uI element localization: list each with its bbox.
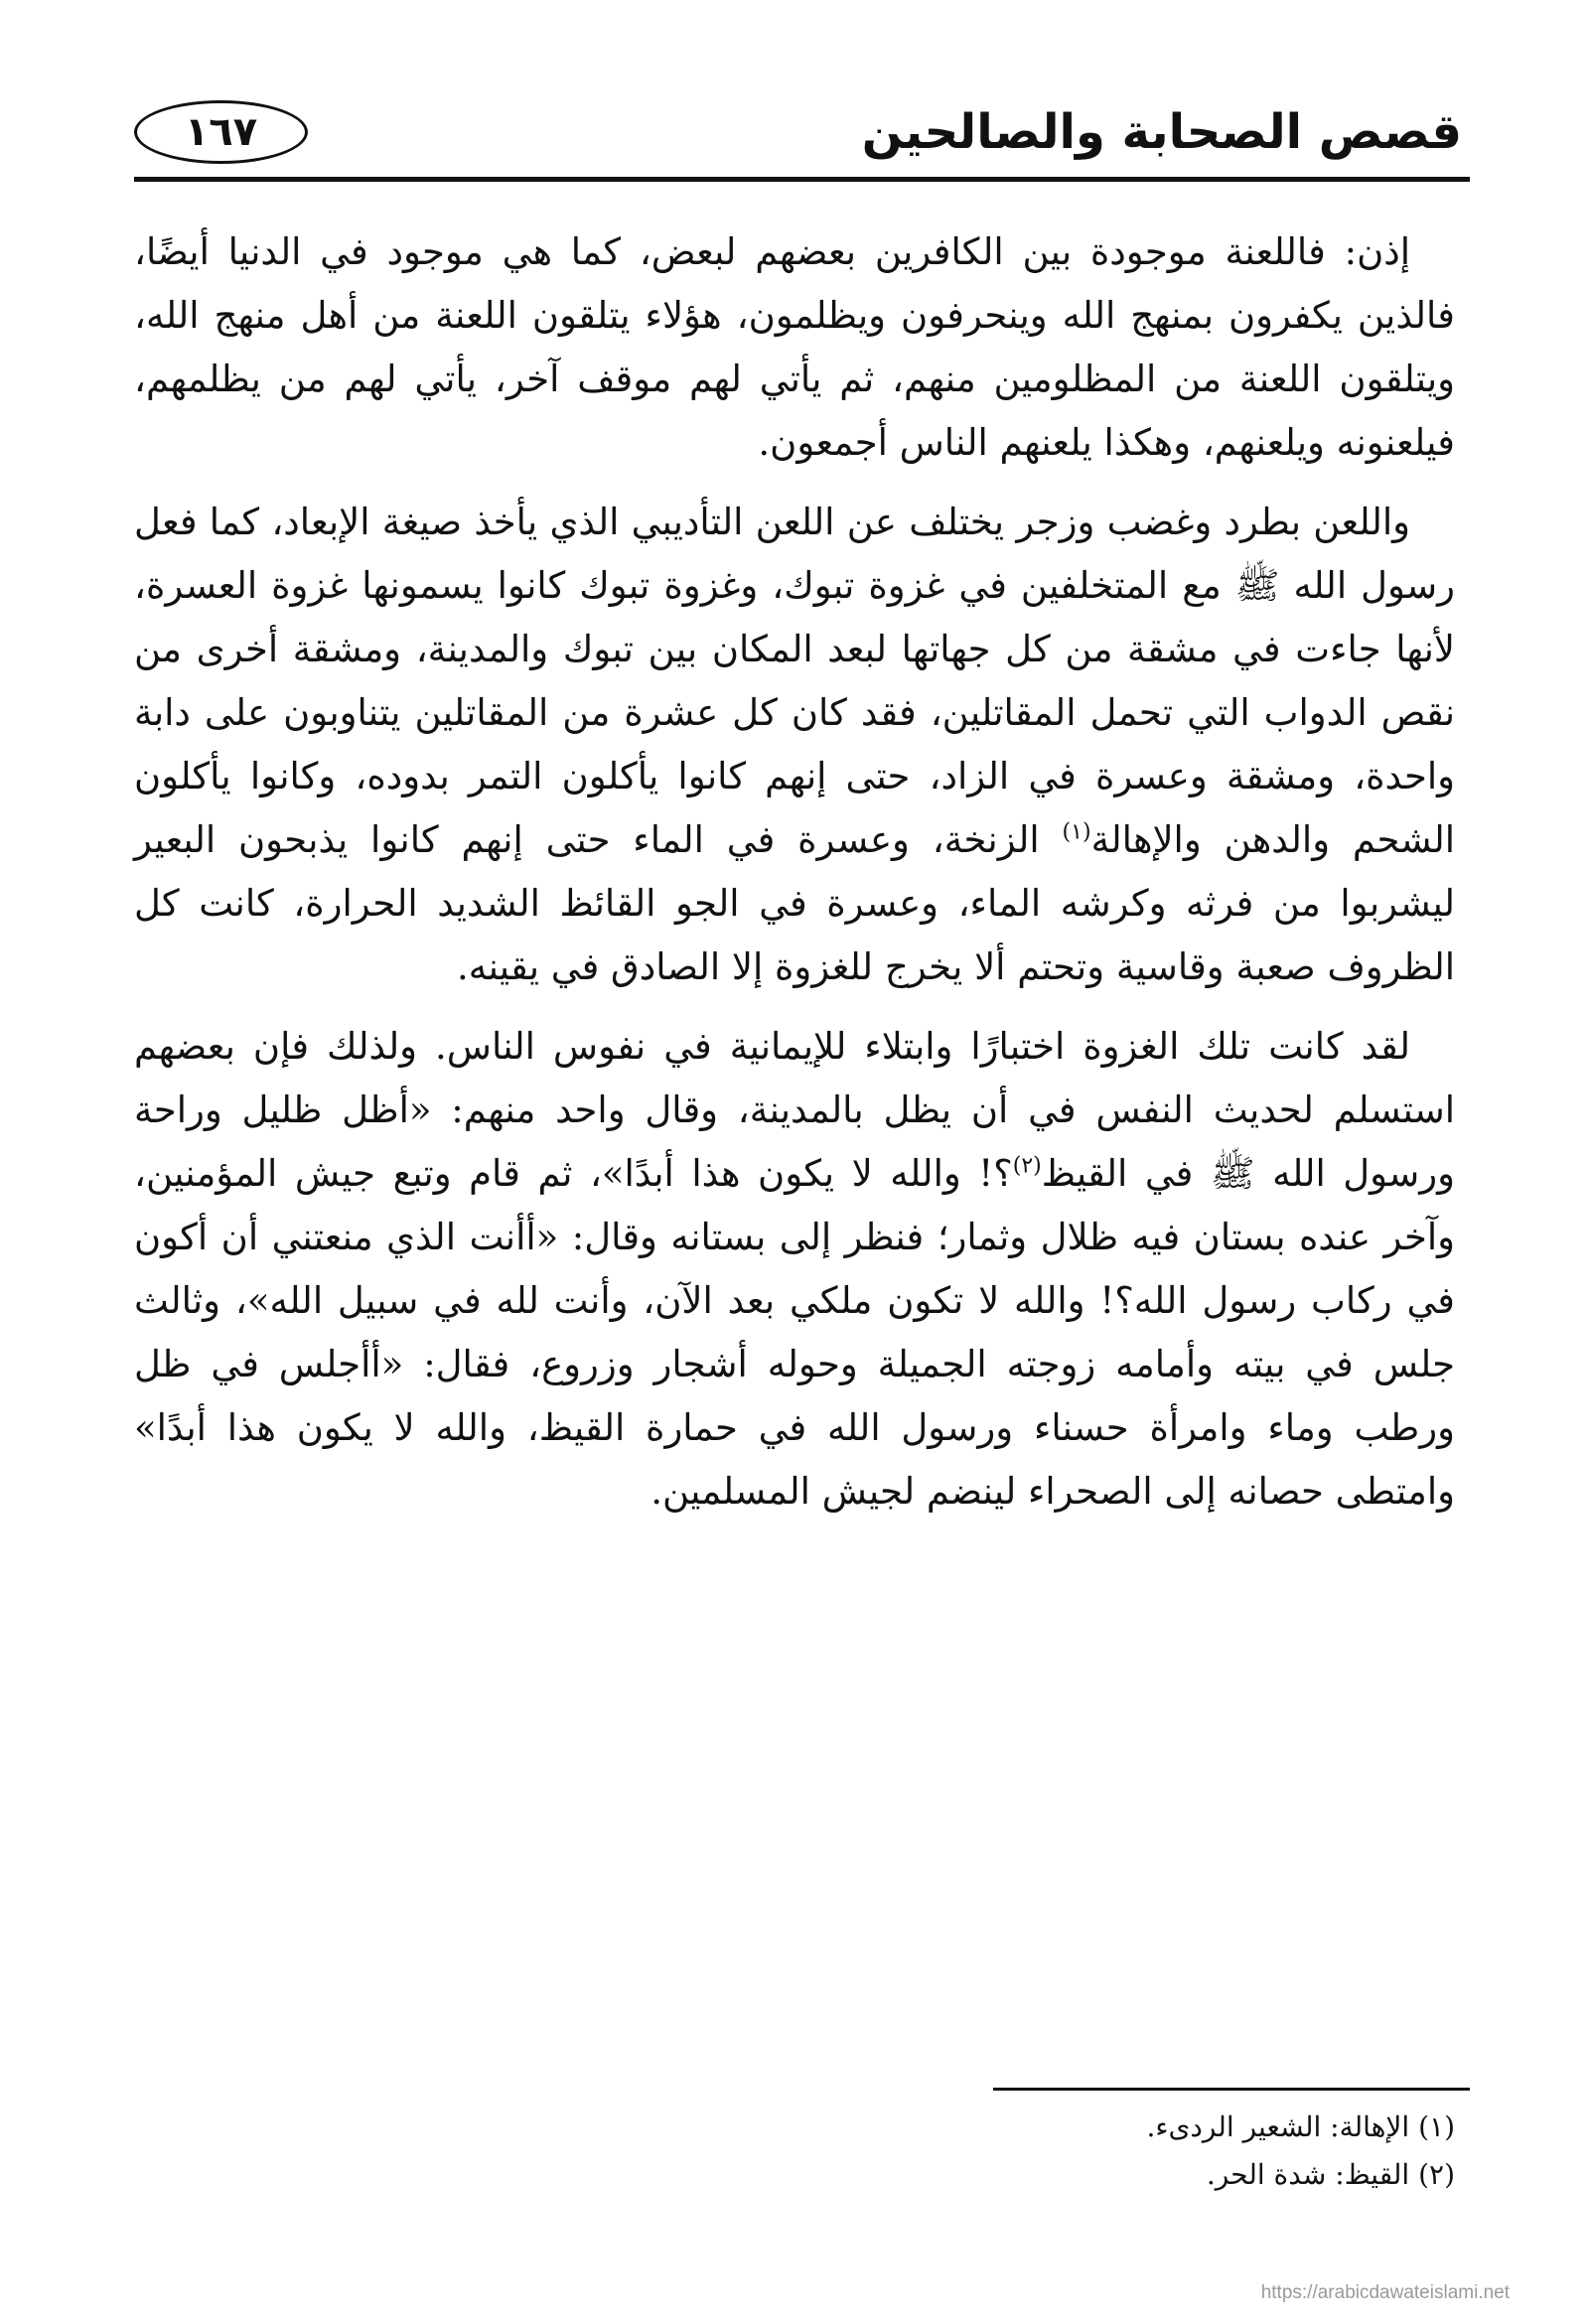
paragraph (134, 491, 1455, 999)
paragraph-text: إذن: فاللعنة موجودة بين الكافرين بعضهم لبعض، كما هي موجود في الدنيا أيضًا، فالذين يكفرون بمنهج الله وينحرفون ويظلمون، هؤلاء يتلقون اللعنة من أهل منهج الله، ويتلقون اللعنة من المظلومين منهم، ثم يأتي لهم موقف آخر، يأتي لهم من يظلمهم، فيلعنونه ويلعنهم، وهكذا يلعنهم الناس أجمعون. (134, 230, 1455, 464)
paragraph-text: واللعن بطرد وغضب وزجر يختلف عن اللعن التأديبي الذي يأخذ صيغة الإبعاد، كما فعل رسول الله ﷺ مع المتخلفين في غزوة تبوك، وغزوة تبوك كانوا يسمونها غزوة العسرة، لأنها جاءت في مشقة من كل جهاتها لبعد المكان بين تبوك والمدينة، ومشقة أخرى من نقص الدواب التي تحمل المقاتلين، فقد كان كل عشرة من المقاتلين يتناوبون على دابة واحدة، ومشقة وعسرة في الزاد، حتى إنهم كانوا يأكلون التمر بدوده، وكانوا يأكلون الشحم والدهن والإهالة (134, 501, 1455, 861)
paragraph-text: لقد كانت تلك الغزوة اختبارًا وابتلاء للإيمانية في نفوس الناس. ولذلك فإن بعضهم استسلم لحديث النفس في أن يظل بالمدينة، وقال واحد منهم: «أظل ظليل وراحة ورسول الله ﷺ في القيظ (134, 1025, 1455, 1195)
paragraph (134, 220, 1455, 475)
page-number: ١٦٧ (134, 100, 308, 164)
footnotes (561, 2104, 1455, 2199)
footnote-rule (993, 2088, 1470, 2091)
watermark-url: https://arabicdawateislami.net (1260, 2282, 1510, 2303)
header-rule (134, 177, 1470, 182)
main-text (134, 220, 1455, 1539)
footnote-marker-1: (١) (1062, 819, 1091, 845)
book-title: قصص الصحابة والصالحين (861, 104, 1462, 160)
page-header (134, 94, 1470, 184)
paragraph (134, 1015, 1455, 1524)
paragraph-text: ؟! والله لا يكون هذا أبدًا»، ثم قام وتبع جيش المؤمنين، وآخر عنده بستان فيه ظلال وثمار؛ فنظر إلى بستانه وقال: «أأنت الذي منعتني أن أكون في ركاب رسول الله؟! والله لا تكون ملكي بعد الآن، وأنت لله في سبيل الله»، وثالث جلس في بيته وأمامه زوجته الجميلة وحوله أشجار وزروع، فقال: «أأجلس في ظل ورطب وماء وامرأة حسناء ورسول الله في حمارة القيظ، والله لا يكون هذا أبدًا» وامتطى حصانه إلى الصحراء لينضم لجيش المسلمين. (134, 1152, 1455, 1513)
footnote: (٢) القيظ: شدة الحر. (1206, 2158, 1455, 2191)
footnote: (١) الإهالة: الشعير الردىء. (1146, 2110, 1455, 2143)
footnote-marker-2: (٢) (1012, 1153, 1042, 1179)
paragraph-text: الزنخة، وعسرة في الماء حتى إنهم كانوا يذبحون البعير ليشربوا من فرثه وكرشه الماء، وعسرة في الجو القائظ الشديد الحرارة، كانت كل الظروف صعبة وقاسية وتحتم ألا يخرج للغزوة إلا الصادق في يقينه. (134, 818, 1455, 988)
